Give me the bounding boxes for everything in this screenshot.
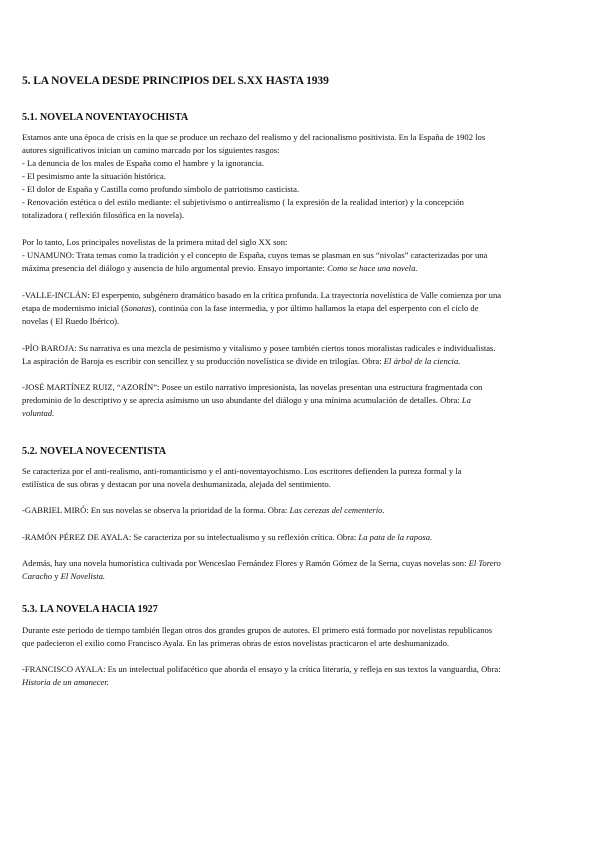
text-line: - UNAMUNO: Trata temas como la tradición y el concepto de España, cuyos temas se plasman en sus “nivolas” caracterizadas por una [22,250,488,260]
work-title: voluntad. [22,408,55,418]
text-run: La aspiración de Baroja es escribir con sencillez y su producción novelística se divide en trilogías. Obra: [22,356,384,366]
bullet-line: - El dolor de España y Castilla como profundo símbolo de patriotismo casticista. [22,184,300,194]
valle-inclan-paragraph [22,289,578,328]
section-heading-5-1: 5.1. NOVELA NOVENTAYOCHISTA [22,112,189,123]
text-line [22,407,578,420]
text-line [22,394,578,407]
text-run: etapa de modernismo inicial ( [22,303,125,313]
work-title: Sonatas [124,303,152,313]
section-5-1-intro [22,131,578,222]
text-line: Se caracteriza por el anti-realismo, anti-romanticismo y el anti-noventayochismo. Los escritores defienden la pureza formal y la [22,466,462,476]
text-line: -JOSÉ MARTÍNEZ RUIZ, “AZORÍN”: Posee un estilo narrativo impresionista, las novelas presentan una estructura fragmentada con [22,382,483,392]
baroja-paragraph [22,342,578,368]
text-line: totalizadora ( reflexión filosófica en la novela). [22,210,185,220]
text-run: máxima presencia del diálogo y ausencia de hilo argumental previo. Ensayo importante: [22,263,328,273]
text-line: -PÍO BAROJA: Su narrativa es una mezcla de pesimismo y vitalismo y posee también ciertos tonos moralistas radicales e individualistas. [22,343,496,353]
text-line [22,531,578,544]
text-line [22,262,578,275]
text-line: Estamos ante una época de crisis en la que se produce un rechazo del realismo y del racionalismo positivista. En la España de 1902 los [22,132,486,142]
text-line: autores significativos inician un camino marcado por los siguientes rasgos: [22,145,280,155]
work-title: El árbol de la ciencia. [383,356,461,366]
text-line: estilística de sus obras y destacan por una novela deshumanizada, alejada del sentimiento. [22,479,331,489]
text-run: -GABRIEL MIRÓ: En sus novelas se observa la prioridad de la forma. Obra: [22,505,290,515]
section-heading-5-2: 5.2. NOVELA NOVECENTISTA [22,446,167,457]
work-title: El Novelista. [60,571,106,581]
text-line: -FRANCISCO AYALA: Es un intelectual polifacético que aborda el ensayo y la crítica literaria, y refleja en sus textos la vanguardia, Obra: [22,664,501,674]
work-title: La [461,395,471,405]
perez-de-ayala-paragraph [22,531,578,544]
bullet-line: - Renovación estética o del estilo mediante: el subjetivismo o antirrealismo ( la expresión de la realidad interior) y la concepción [22,197,464,207]
work-title: Caracho [22,571,53,581]
text-line: Durante este periodo de tiempo también llegan otros dos grandes grupos de autores. El primero está formado por novelistas republicanos [22,625,493,635]
azorin-paragraph [22,381,578,420]
text-line [22,676,578,689]
text-line: -VALLE-INCLÁN: El esperpento, subgénero dramático basado en la crítica profunda. La trayectoria novelística de Valle comienza por una [22,290,502,300]
bullet-line: - El pesimismo ante la situación histórica. [22,171,166,181]
authors-intro-paragraph [22,236,578,275]
text-run: y [52,571,61,581]
text-line: Por lo tanto, Los principales novelistas de la primera mitad del siglo XX son: [22,237,288,247]
bullet-line: - La denuncia de los males de España como el hambre y la ignorancia. [22,158,264,168]
humor-paragraph [22,557,578,583]
document-title: 5. LA NOVELA DESDE PRINCIPIOS DEL S.XX HASTA 1939 [22,75,329,87]
text-run: predominio de lo descriptivo y se aprecia asímismo un uso abundante del diálogo y una mínima acumulación de detalles. Obra: [22,395,462,405]
section-heading-5-3: 5.3. LA NOVELA HACIA 1927 [22,604,158,615]
work-title: Como se hace una novela. [327,263,418,273]
text-line [22,302,578,315]
text-line [22,504,578,517]
work-title: Las cerezas del cementerio. [289,505,385,515]
text-line [22,557,578,570]
text-run: Además, hay una novela humorística cultivada por Wenceslao Fernández Flores y Ramón Gómez de la Serna, cuyas novelas son: [22,558,469,568]
text-line [22,355,578,368]
work-title: El Torero [468,558,501,568]
francisco-ayala-paragraph [22,663,578,689]
text-line: que padecieron el exilio como Francisco Ayala. En las primeras obras de estos novelistas practicaron el arte deshumanizado. [22,638,450,648]
text-run: ), continúa con la fase intermedia, y por último hallamos la etapa del esperpento con el ciclo de [151,303,479,313]
work-title: La pata de la raposa. [358,532,433,542]
text-line [22,570,578,583]
work-title: Historia de un amanecer. [22,677,109,687]
miro-paragraph [22,504,578,517]
text-run: -RAMÓN PÉREZ DE AYALA: Se caracteriza por su intelectualismo y su reflexión crítica. Obra: [22,532,359,542]
section-5-3-intro [22,624,578,650]
text-line: novelas ( El Ruedo Ibérico). [22,316,120,326]
section-5-2-intro [22,465,578,491]
